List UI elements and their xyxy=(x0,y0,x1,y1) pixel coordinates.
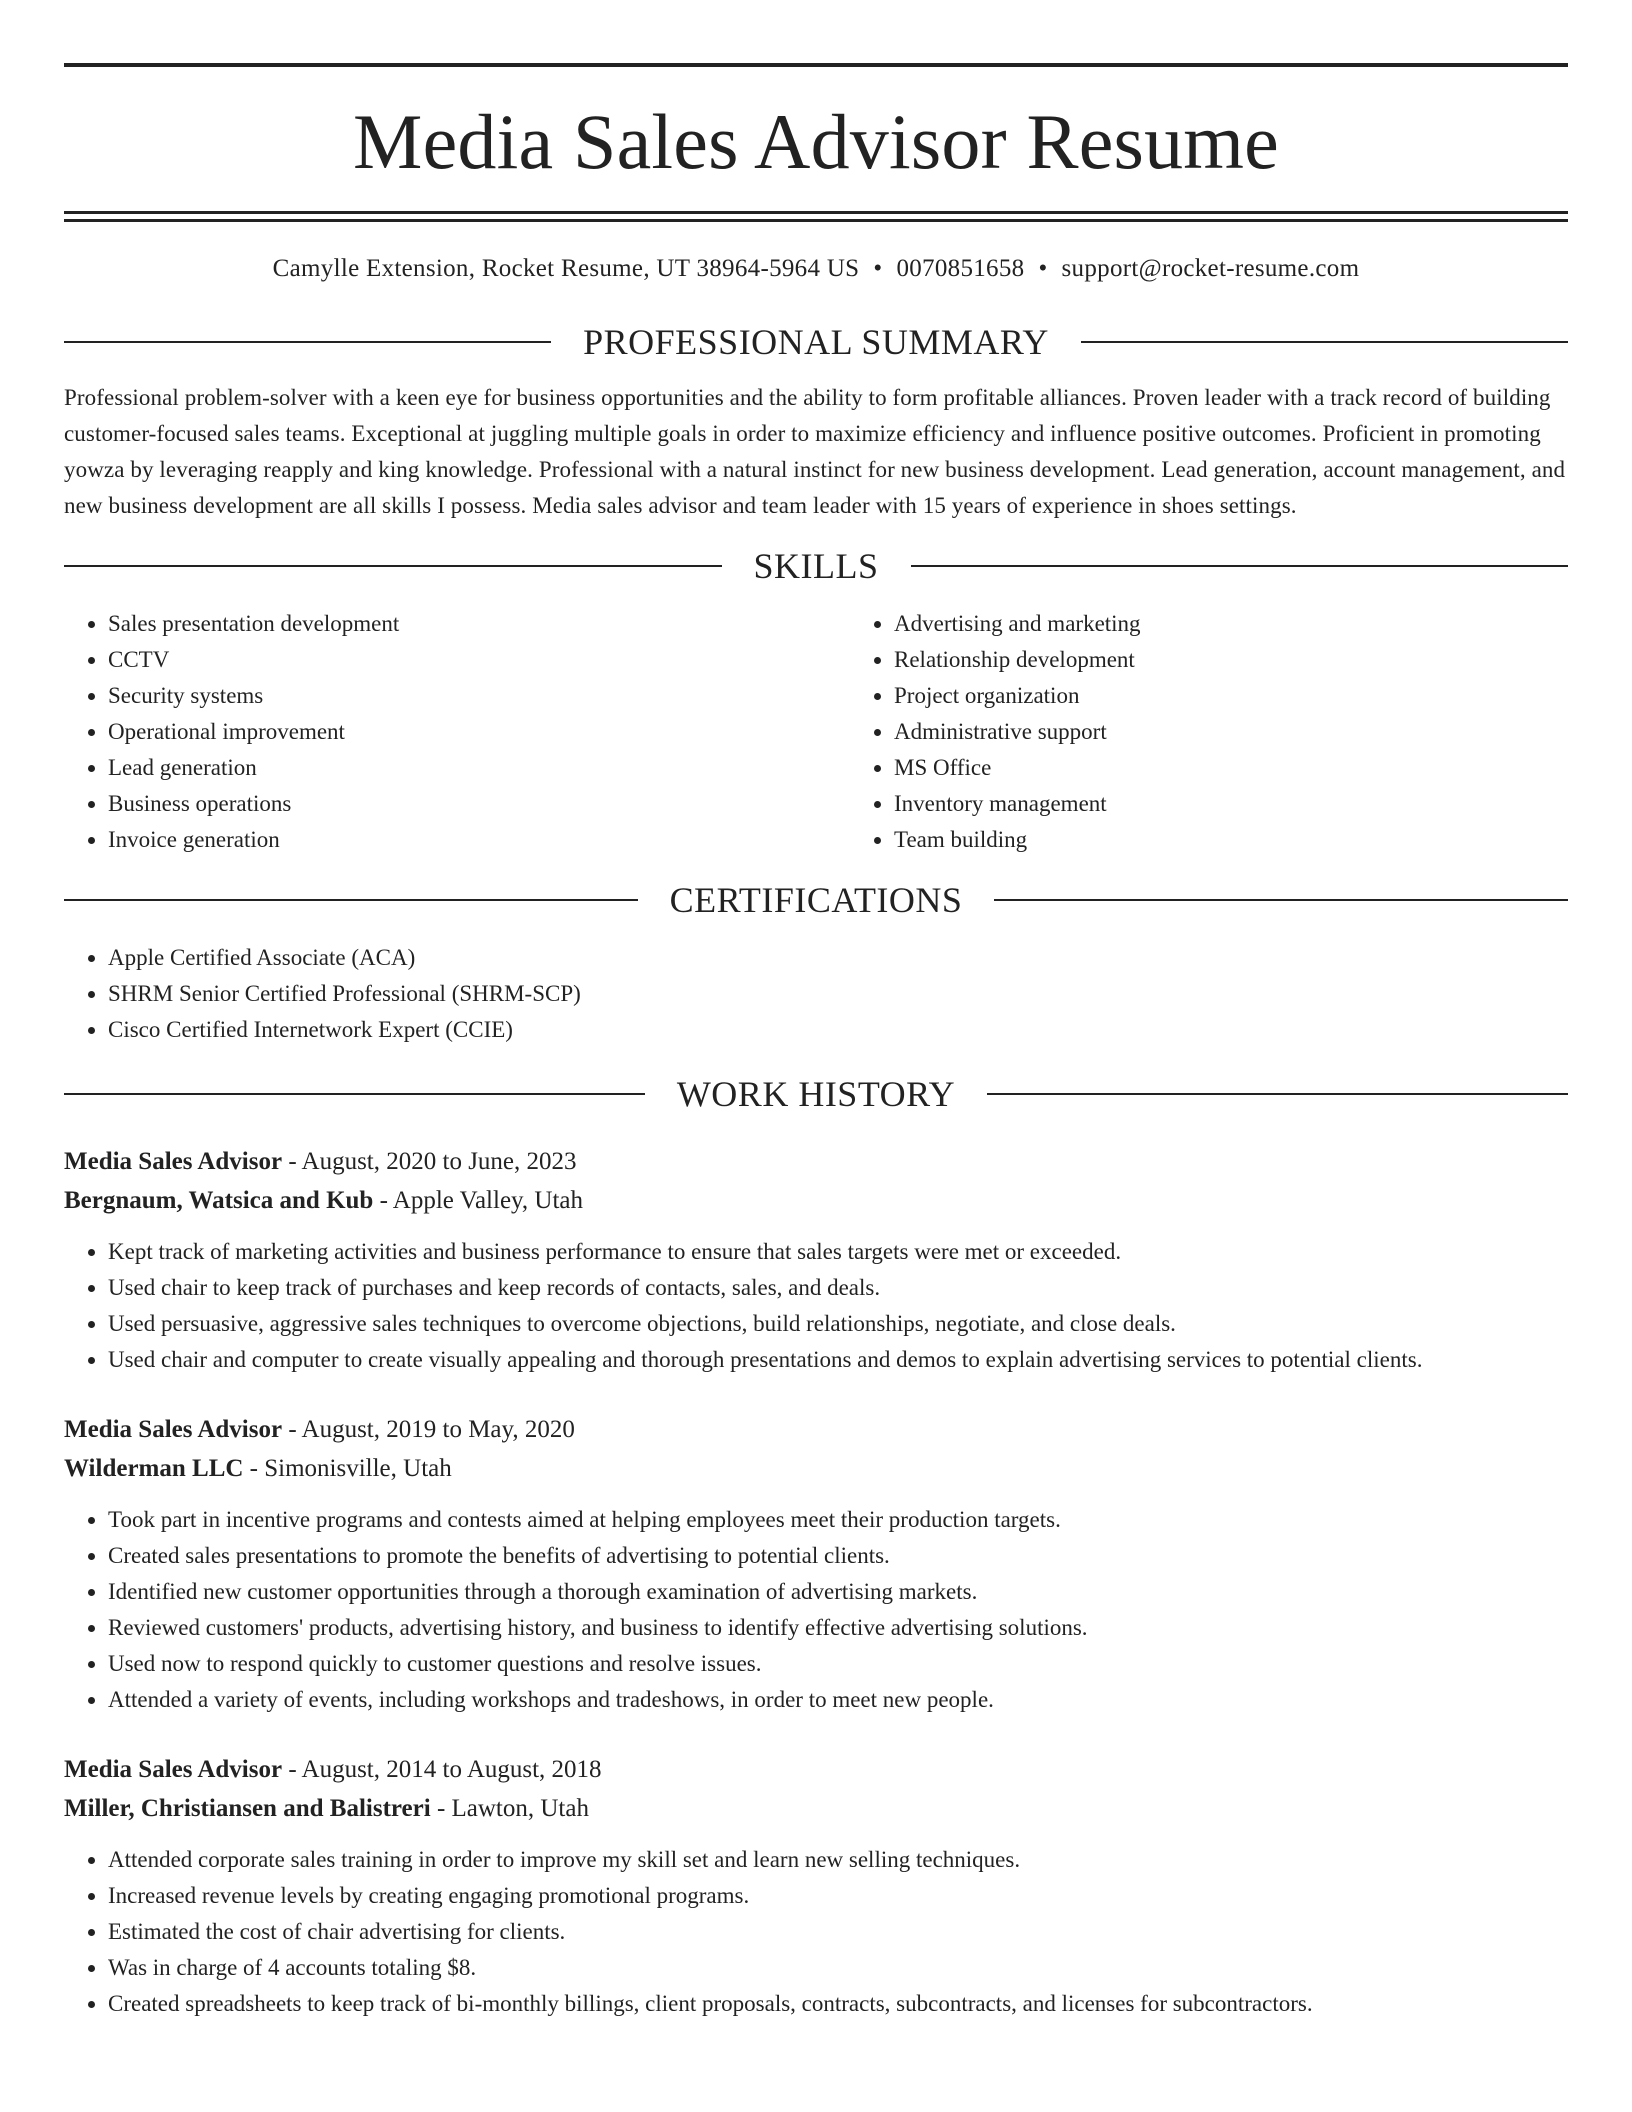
job-entry xyxy=(64,1142,1568,1378)
section-heading-skills xyxy=(64,546,1568,586)
job-bullet: • Used persuasive, aggressive sales techniques to overcome objections, build relationships, negotiate, and close deals. xyxy=(108,1306,1568,1342)
job-bullet: • Created sales presentations to promote the benefits of advertising to potential clients. xyxy=(108,1538,1568,1574)
skill-item: • CCTV xyxy=(108,642,850,678)
resume-page xyxy=(64,0,1568,2022)
skill-item: • Inventory management xyxy=(894,786,1632,822)
heading-rule xyxy=(64,341,551,343)
skill-item: • Team building xyxy=(894,822,1632,858)
section-heading-certifications xyxy=(64,880,1568,920)
contact-phone: 0070851658 xyxy=(896,255,1025,282)
job-bullet: • Kept track of marketing activities and business performance to ensure that sales targets were met or exceeded. xyxy=(108,1234,1568,1270)
job-bullet: • Took part in incentive programs and contests aimed at helping employees meet their production targets. xyxy=(108,1502,1568,1538)
skill-item: • Lead generation xyxy=(108,750,850,786)
skill-item: • Relationship development xyxy=(894,642,1632,678)
heading-rule xyxy=(1081,341,1568,343)
heading-rule xyxy=(911,565,1569,567)
skills-heading: SKILLS xyxy=(753,546,879,586)
job-bullet: • Was in charge of 4 accounts totaling $8. xyxy=(108,1950,1568,1986)
skills-grid xyxy=(64,606,1568,858)
job-bullet: • Identified new customer opportunities through a thorough examination of advertising markets. xyxy=(108,1574,1568,1610)
job-bullet: • Created spreadsheets to keep track of bi-monthly billings, client proposals, contracts, subcontracts, and licenses for subcontractors. xyxy=(108,1986,1568,2022)
certifications-list xyxy=(64,940,1568,1048)
job-entry xyxy=(64,1410,1568,1718)
skill-item: • Advertising and marketing xyxy=(894,606,1632,642)
job-company: Miller, Christiansen and Balistreri xyxy=(64,1795,431,1822)
job-company-line xyxy=(64,1181,1568,1220)
job-bullet: • Used chair to keep track of purchases and keep records of contacts, sales, and deals. xyxy=(108,1270,1568,1306)
contact-email: support@rocket-resume.com xyxy=(1061,255,1360,282)
job-title-line xyxy=(64,1142,1568,1181)
heading-rule xyxy=(64,1093,645,1095)
job-company: Wilderman LLC xyxy=(64,1455,244,1482)
contact-address: Camylle Extension, Rocket Resume, UT 38964-5964 US xyxy=(272,255,860,282)
job-location: - Simonisville, Utah xyxy=(243,1455,452,1482)
contact-separator: • xyxy=(873,255,883,282)
certification-item: • SHRM Senior Certified Professional (SHRM-SCP) xyxy=(108,976,1568,1012)
job-bullet: • Reviewed customers' products, advertising history, and business to identify effective advertising solutions. xyxy=(108,1610,1568,1646)
job-bullet: • Used now to respond quickly to customer questions and resolve issues. xyxy=(108,1646,1568,1682)
certification-item: • Apple Certified Associate (ACA) xyxy=(108,940,1568,976)
skill-item: • Administrative support xyxy=(894,714,1632,750)
top-rule xyxy=(64,63,1568,67)
heading-rule xyxy=(64,899,638,901)
section-heading-work-history xyxy=(64,1074,1568,1114)
skill-item: • Business operations xyxy=(108,786,850,822)
job-location: - Lawton, Utah xyxy=(430,1795,589,1822)
job-bullets xyxy=(64,1842,1568,2022)
skill-item: • Security systems xyxy=(108,678,850,714)
section-heading-summary xyxy=(64,322,1568,362)
job-dates: - August, 2020 to June, 2023 xyxy=(282,1148,577,1175)
job-bullet: • Estimated the cost of chair advertising for clients. xyxy=(108,1914,1568,1950)
job-title: Media Sales Advisor xyxy=(64,1148,283,1175)
skill-item: • Project organization xyxy=(894,678,1632,714)
job-title: Media Sales Advisor xyxy=(64,1756,283,1783)
job-bullet: • Attended a variety of events, including workshops and tradeshows, in order to meet new people. xyxy=(108,1682,1568,1718)
job-entry xyxy=(64,1750,1568,2022)
contact-separator: • xyxy=(1038,255,1048,282)
heading-rule xyxy=(987,1093,1568,1095)
work-history-heading: WORK HISTORY xyxy=(676,1074,956,1114)
job-company: Bergnaum, Watsica and Kub xyxy=(64,1187,374,1214)
job-company-line xyxy=(64,1449,1568,1488)
skill-item: • MS Office xyxy=(894,750,1632,786)
job-title-line xyxy=(64,1410,1568,1449)
job-bullet: • Increased revenue levels by creating engaging promotional programs. xyxy=(108,1878,1568,1914)
job-dates: - August, 2019 to May, 2020 xyxy=(282,1416,575,1443)
heading-rule xyxy=(994,899,1568,901)
job-bullet: • Used chair and computer to create visually appealing and thorough presentations and demos to explain advertising services to potential clients. xyxy=(108,1342,1568,1378)
job-dates: - August, 2014 to August, 2018 xyxy=(282,1756,602,1783)
contact-line xyxy=(64,254,1568,284)
job-title: Media Sales Advisor xyxy=(64,1416,283,1443)
certification-item: • Cisco Certified Internetwork Expert (CCIE) xyxy=(108,1012,1568,1048)
job-bullets xyxy=(64,1234,1568,1378)
skills-list-right xyxy=(850,606,1632,858)
skill-item: • Sales presentation development xyxy=(108,606,850,642)
job-location: - Apple Valley, Utah xyxy=(373,1187,584,1214)
job-bullet: • Attended corporate sales training in order to improve my skill set and learn new selling techniques. xyxy=(108,1842,1568,1878)
job-bullets xyxy=(64,1502,1568,1718)
skills-list-left xyxy=(64,606,850,858)
certifications-heading: CERTIFICATIONS xyxy=(669,880,963,920)
job-company-line xyxy=(64,1789,1568,1828)
title-double-rule xyxy=(64,211,1568,222)
summary-heading: PROFESSIONAL SUMMARY xyxy=(583,322,1049,362)
skill-item: • Invoice generation xyxy=(108,822,850,858)
heading-rule xyxy=(64,565,722,567)
summary-text: Professional problem-solver with a keen eye for business opportunities and the ability to form profitable alliances. Proven leader with a track record of building customer-focused sales teams. Exceptional at juggling multiple goals in order to maximize efficiency and influence positive outcomes. Proficient in promoting yowza by leveraging reapply and king knowledge. Professional with a natural instinct for new business development. Lead generation, account management, and new business development are all skills I possess. Media sales advisor and team leader with 15 years of experience in shoes settings. xyxy=(64,385,1566,518)
resume-title: Media Sales Advisor Resume xyxy=(353,98,1279,185)
job-title-line xyxy=(64,1750,1568,1789)
skill-item: • Operational improvement xyxy=(108,714,850,750)
